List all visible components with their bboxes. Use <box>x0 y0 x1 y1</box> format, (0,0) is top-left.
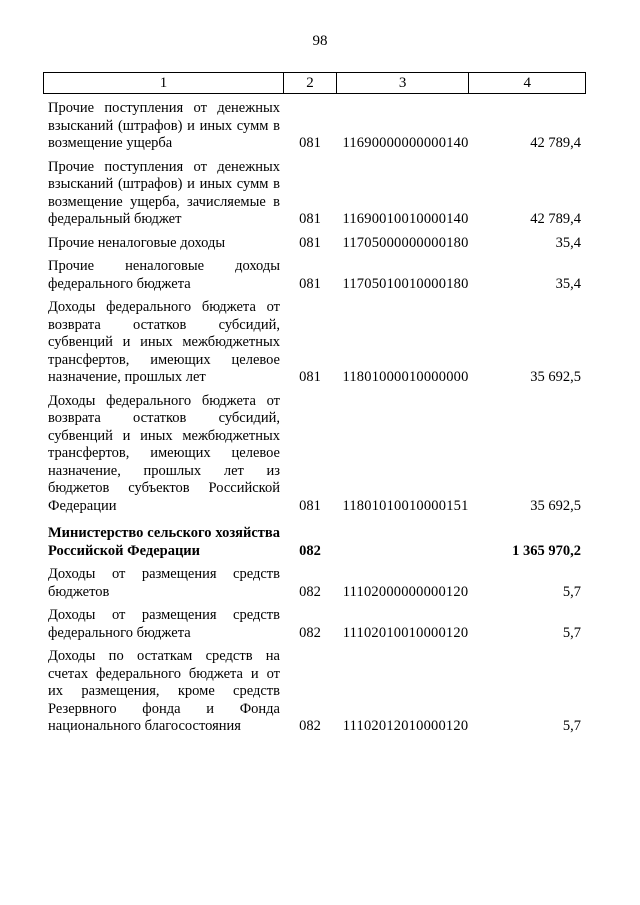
row-amount: 5,7 <box>562 624 581 641</box>
row-amount: 5,7 <box>562 718 581 734</box>
row-chapter: 081 <box>299 275 321 292</box>
row-chapter: 081 <box>299 497 321 514</box>
row-amount: 35 692,5 <box>530 369 581 385</box>
row-code: 11102010010000120 <box>342 624 469 641</box>
row-chapter: 081 <box>299 369 321 385</box>
row-amount: 35,4 <box>555 234 581 251</box>
row-name: Доходы федерального бюджета от возврата остатков субсидий, субвенций и иных межбюджетных трансфертов, имеющих целевое назначение, прошлых лет из бюджетов субъектов Российской Федерации <box>48 392 280 514</box>
table-row <box>43 235 586 253</box>
row-code: 11801010010000151 <box>342 497 469 514</box>
row-amount: 42 789,4 <box>530 211 581 227</box>
row-amount: 35 692,5 <box>530 497 581 514</box>
row-name: Министерство сельского хозяйства Российской Федерации <box>48 525 280 559</box>
row-chapter: 081 <box>299 211 321 227</box>
row-code: 11705000000000180 <box>342 234 469 251</box>
row-name: Доходы от размещения средств бюджетов <box>48 566 280 600</box>
row-code: 11690010010000140 <box>342 211 469 227</box>
table-row <box>43 566 586 601</box>
header-col-4: 4 <box>523 74 531 91</box>
row-name: Прочие неналоговые доходы федерального бюджета <box>48 258 280 292</box>
page-number: 98 <box>312 33 328 49</box>
row-name: Прочие поступления от денежных взысканий (штрафов) и иных сумм в возмещение ущерба, зачисляемые в федеральный бюджет <box>48 158 280 227</box>
row-code: 11801000010000000 <box>342 369 469 385</box>
row-code: 11690000000000140 <box>342 135 469 151</box>
row-name: Доходы по остаткам средств на счетах федерального бюджета и от их размещения, кроме средств Резервного фонда и Фонда национального благосостояния <box>48 648 280 734</box>
table-row <box>43 648 586 736</box>
row-chapter: 082 <box>299 542 321 559</box>
table-body <box>43 94 586 736</box>
row-code: 11102012010000120 <box>342 718 469 734</box>
header-col-2: 2 <box>284 73 337 93</box>
row-chapter: 082 <box>299 583 321 600</box>
row-chapter: 081 <box>299 234 321 251</box>
table-row <box>43 100 586 153</box>
row-amount: 35,4 <box>555 275 581 292</box>
row-name: Доходы федерального бюджета от возврата остатков субсидий, субвенций и иных межбюджетных трансфертов, имеющих целевое назначение, прошлых лет <box>48 299 280 385</box>
table-row-ministry <box>43 525 586 560</box>
table-header <box>43 72 586 94</box>
row-chapter: 082 <box>299 624 321 641</box>
table-row <box>43 258 586 293</box>
row-code: 11102000000000120 <box>342 583 469 600</box>
row-name: Прочие неналоговые доходы <box>48 234 226 251</box>
row-amount: 5,7 <box>562 583 581 600</box>
row-name: Доходы от размещения средств федерального бюджета <box>48 607 280 641</box>
row-code: 11705010010000180 <box>342 275 469 292</box>
header-col-3: 3 <box>337 73 470 93</box>
row-chapter: 081 <box>299 135 321 151</box>
row-name: Прочие поступления от денежных взысканий (штрафов) и иных сумм в возмещение ущерба <box>48 100 280 151</box>
table-row <box>43 159 586 229</box>
row-chapter: 082 <box>299 718 321 734</box>
table-row <box>43 393 586 516</box>
row-amount: 1 365 970,2 <box>512 542 581 559</box>
table-row <box>43 299 586 387</box>
table-row <box>43 607 586 642</box>
row-amount: 42 789,4 <box>530 135 581 151</box>
header-col-1: 1 <box>44 73 284 93</box>
